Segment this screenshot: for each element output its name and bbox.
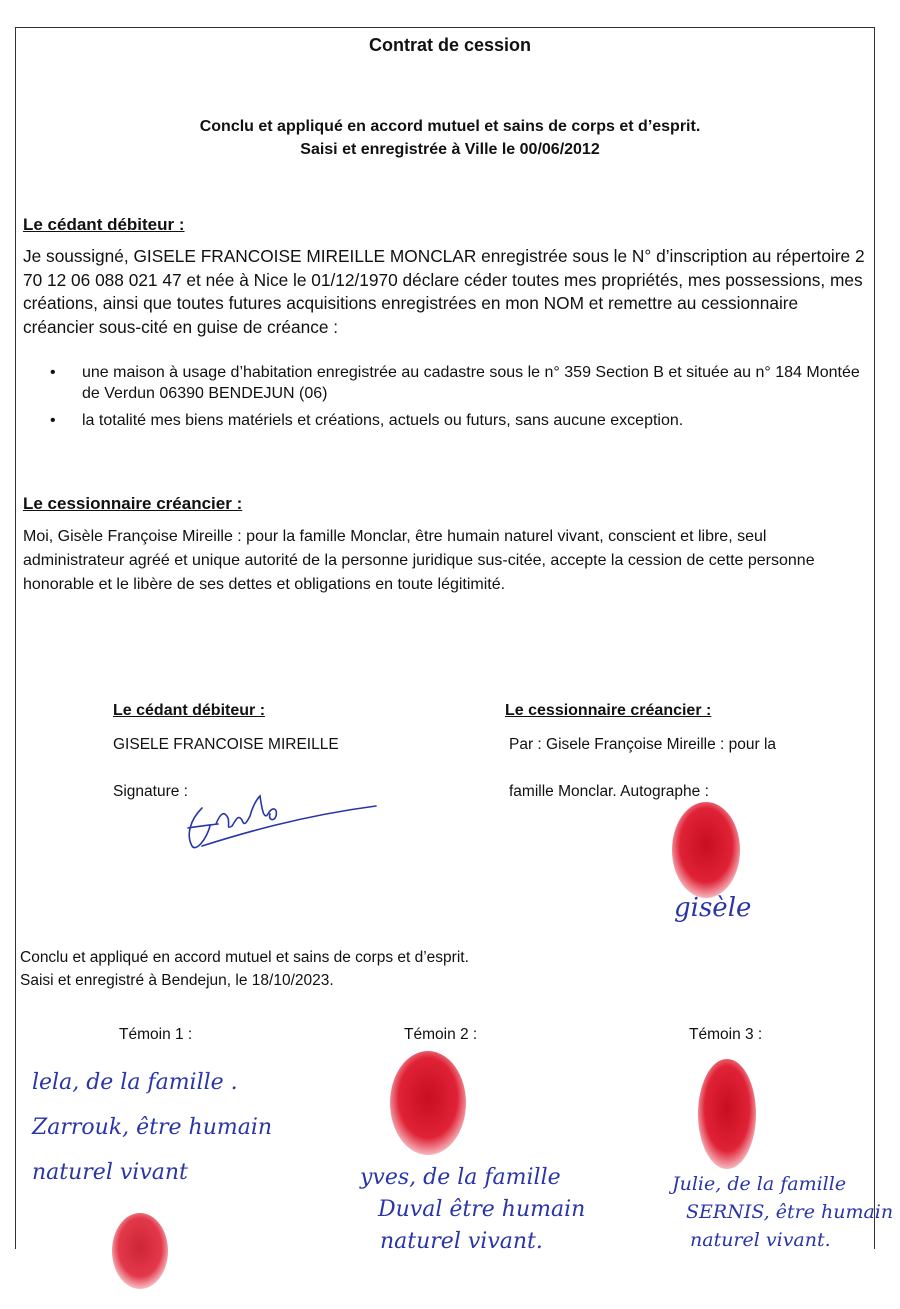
conclusion (20, 946, 469, 992)
cessionnaire-heading: Le cessionnaire créancier : (23, 494, 243, 513)
cessionnaire-paragraph: Moi, Gisèle Françoise Mireille : pour la famille Monclar, être humain naturel vivant, conscient et libre, seul administrateur agréé et unique autorité de la personne juridique sus-citée, accepte la cession de cette personne honorable et le libère de ses dettes et obligations en toute légitimité. (23, 528, 815, 593)
fingerprint-icon (666, 798, 746, 908)
list-item (50, 410, 870, 431)
document-title: Contrat de cession (368, 35, 532, 55)
witness-3-label: Témoin 3 : (689, 1026, 763, 1043)
signature-left-heading: Le cédant débiteur : (113, 702, 266, 719)
subtitle-line-1: Conclu et appliqué en accord mutuel et sains de corps et d’esprit. (199, 118, 701, 135)
cedant-paragraph: Je soussigné, GISELE FRANCOISE MIREILLE MONCLAR enregistrée sous le N° d’inscription au répertoire 2 70 12 06 088 021 47 et née à Nice le 01/12/1970 déclare céder toutes mes propriétés, mes possessions, mes créations, ainsi que toutes futures acquisitions enregistrées en mon NOM et remettre au cessionnaire créancier sous-cité en guise de créance : (23, 246, 865, 337)
asset-item-goods: la totalité mes biens matériels et créations, actuels ou futurs, sans aucune exception. (82, 412, 684, 429)
handwritten-line: Julie, de la famille (672, 1173, 847, 1195)
bullet-icon: • (50, 364, 56, 381)
signature-left-name: GISELE FRANCOISE MIREILLE (113, 736, 339, 753)
conclusion-line-1: Conclu et appliqué en accord mutuel et sains de corps et d’esprit. (20, 949, 469, 966)
handwritten-line: naturel vivant. (380, 1229, 543, 1254)
handwritten-line: lela, de la famille . (32, 1070, 238, 1095)
subtitle-line-2: Saisi et enregistrée à Ville le 00/06/2012 (300, 141, 600, 158)
handwritten-line: naturel vivant (32, 1160, 188, 1185)
fingerprint-icon (694, 1055, 760, 1173)
witness-1-handwriting (32, 1060, 272, 1195)
signature-label: Signature : (113, 783, 188, 800)
cedant-heading: Le cédant débiteur : (23, 215, 185, 234)
handwritten-line: Duval être humain (378, 1197, 586, 1222)
conclusion-line-2: Saisi et enregistré à Bendejun, le 18/10/2023. (20, 972, 334, 989)
asset-item-house: une maison à usage d’habitation enregistrée au cadastre sous le n° 359 Section B et située au n° 184 Montée de Verdun 06390 BENDEJUN (06) (82, 364, 860, 402)
witness-2-handwriting (360, 1162, 585, 1258)
signature-right-line-1: Par : Gisele Françoise Mireille : pour la (509, 736, 777, 753)
witness-2-label: Témoin 2 : (404, 1026, 478, 1043)
handwritten-line: yves, de la famille (360, 1165, 561, 1190)
signature-right-line-2: famille Monclar. Autographe : (509, 783, 709, 800)
bullet-icon: • (50, 412, 56, 429)
fingerprint-icon (386, 1048, 470, 1158)
witness-1-label: Témoin 1 : (119, 1026, 193, 1043)
signature-right-heading: Le cessionnaire créancier : (505, 702, 712, 719)
list-item (50, 362, 870, 404)
signature-scribble (180, 780, 390, 870)
witness-3-handwriting (672, 1170, 893, 1254)
handwritten-line: SERNIS, être humain (686, 1201, 894, 1223)
handwritten-line: naturel vivant. (690, 1229, 831, 1251)
document-subtitle (0, 115, 900, 161)
asset-list (50, 362, 870, 437)
handwritten-line: Zarrouk, être humain (32, 1115, 273, 1140)
cessionnaire-handwritten-name: gisèle (674, 893, 752, 923)
fingerprint-icon (108, 1208, 172, 1294)
